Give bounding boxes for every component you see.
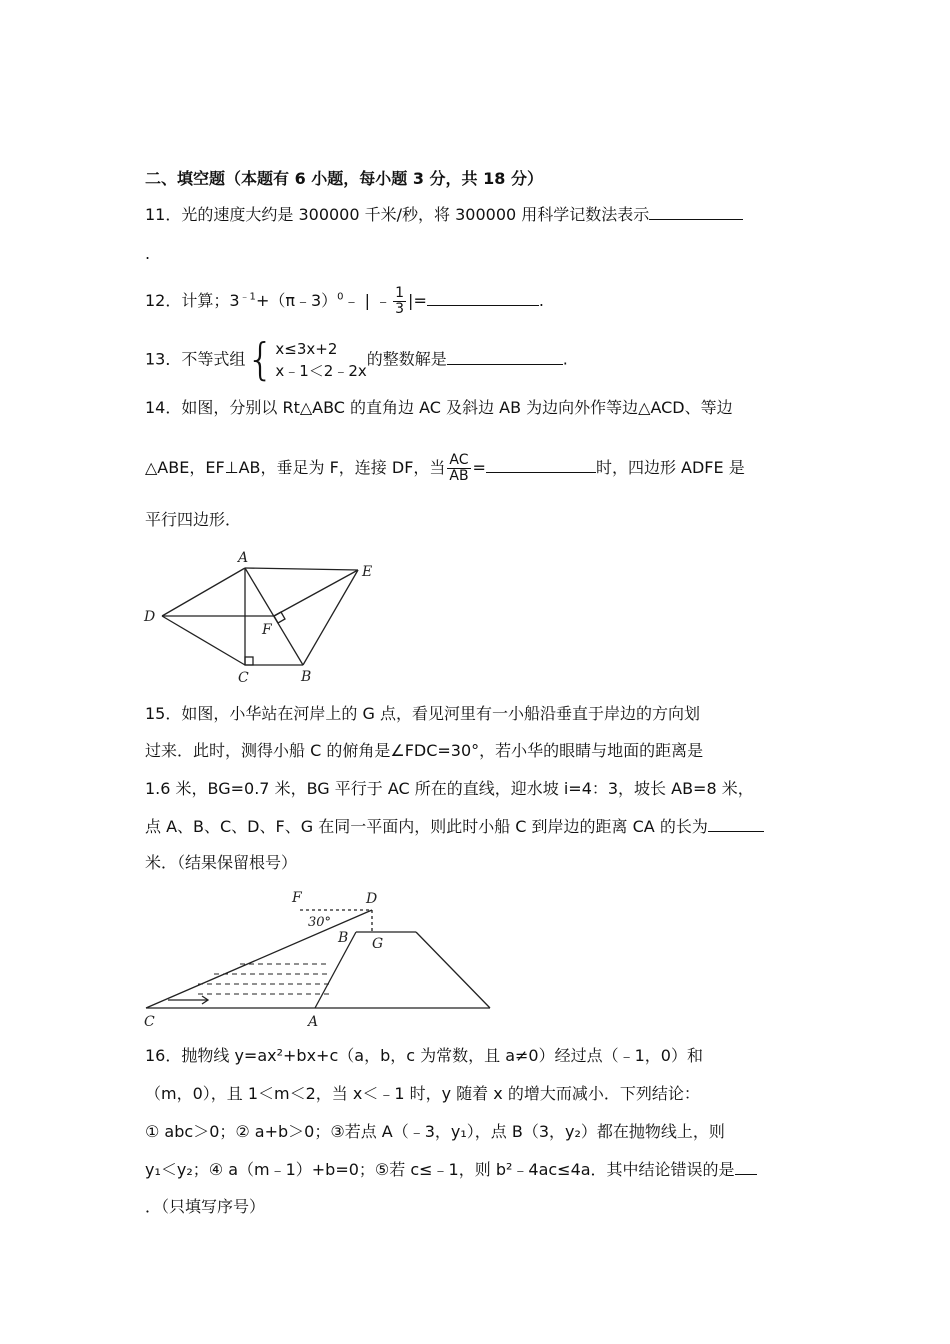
q15-answer-blank[interactable]: [708, 815, 764, 832]
q14-label-c: C: [238, 670, 249, 686]
question-16-line1: [145, 1045, 703, 1067]
q14-line3: 平行四边形．: [145, 510, 242, 529]
question-16-line4: [145, 1158, 757, 1181]
q14-frac-num: AC: [449, 452, 469, 468]
q13-prefix: 不等式组: [181, 349, 246, 369]
q11-number: 11．: [145, 205, 182, 224]
q12-number: 12．: [145, 291, 182, 310]
q12-mid: +（π﹣3）: [255, 291, 338, 310]
q13-ineq1: x≤3x+2: [275, 340, 338, 358]
q15-bank-right: [416, 932, 490, 1008]
q14-right-angle-c: [245, 657, 253, 665]
question-15-line1: [145, 703, 700, 725]
q14-segment-da: [162, 568, 245, 616]
q13-end: .: [562, 349, 568, 369]
q14-label-b: B: [301, 669, 312, 685]
q13-system: [275, 338, 366, 382]
question-11: [145, 203, 743, 226]
q11-tail: .: [145, 244, 151, 263]
question-13: [145, 334, 568, 385]
q14-segment-dc: [162, 616, 245, 665]
q15-number: 15．: [145, 704, 182, 723]
q15-line2: 过来．此时，测得小船 C 的俯角是∠FDC=30°，若小华的眼睛与地面的距离是: [145, 741, 704, 760]
q15-line3: 1.6 米，BG=0.7 米，BG 平行于 AC 所在的直线，迎水坡 i=4：3，坡长 AB=8 米，: [145, 779, 754, 798]
q16-line5: ．（只填写序号）: [145, 1197, 266, 1216]
q15-sight-line: [146, 910, 372, 1008]
q12-exponent-neg1: ﹣1: [239, 291, 256, 303]
q15-line5: 米．（结果保留根号）: [145, 853, 298, 872]
q14-segment-eb: [303, 570, 358, 665]
q13-answer-blank[interactable]: [447, 348, 563, 365]
q14-line1: 如图，分别以 Rt△ABC 的直角边 AC 及斜边 AB 为边向外作等边△ACD、等边: [181, 398, 733, 417]
q16-answer-blank[interactable]: [735, 1158, 757, 1175]
q13-brace: {: [246, 334, 275, 385]
question-14-line1: [145, 397, 733, 419]
q14-fraction: [447, 453, 470, 484]
q12-abs: ﹣ | ﹣: [343, 291, 392, 310]
q15-label-f: F: [292, 890, 302, 906]
q14-label-d: D: [144, 609, 156, 625]
q14-figure: [140, 548, 380, 688]
q15-label-angle: 30°: [308, 915, 332, 930]
q12-prefix: 计算；3: [181, 291, 240, 310]
q14-line2b: =: [472, 458, 486, 477]
q15-label-d: D: [366, 891, 378, 907]
q12-end: .: [538, 291, 544, 310]
question-12: [145, 286, 544, 317]
q15-label-a: A: [308, 1014, 319, 1030]
q15-label-b: B: [338, 930, 349, 946]
question-15-line4: [145, 815, 764, 838]
q16-line3: ① abc＞0；② a+b＞0；③若点 A（﹣3，y₁），点 B（3，y₂）都在抛物线上，则: [145, 1122, 725, 1141]
q12-frac-den: 3: [395, 301, 405, 317]
q15-slope-ab: [315, 932, 356, 1008]
q12-fraction: [393, 286, 406, 317]
q11-answer-blank[interactable]: [649, 203, 743, 220]
q16-line4: y₁＜y₂；④ a（m﹣1）+b=0；⑤若 c≤﹣1，则 b²﹣4ac≤4a．其中结论错误的是: [145, 1160, 735, 1179]
q13-number: 13．: [145, 349, 182, 369]
q14-label-a: A: [238, 550, 249, 566]
q14-label-f: F: [262, 622, 272, 638]
q14-label-e: E: [362, 564, 373, 580]
q16-line1: 抛物线 y=ax²+bx+c（a，b，c 为常数，且 a≠0）经过点（﹣1，0）和: [181, 1046, 703, 1065]
q12-frac-num: 1: [395, 285, 405, 301]
question-14-line2: [145, 453, 745, 484]
q12-suffix: |=: [408, 291, 427, 310]
q14-answer-blank[interactable]: [486, 456, 596, 473]
q15-line4: 点 A、B、C、D、F、G 在同一平面内，则此时小船 C 到岸边的距离 CA 的长为: [145, 817, 708, 836]
q15-label-c: C: [144, 1014, 155, 1030]
q12-answer-blank[interactable]: [427, 289, 539, 306]
q14-line2c: 时，四边形 ADFE 是: [595, 458, 745, 477]
q13-ineq2: x﹣1＜2﹣2x: [275, 362, 367, 380]
q13-suffix: 的整数解是: [366, 349, 447, 369]
section-title: 二、填空题（本题有 6 小题，每小题 3 分，共 18 分）: [145, 169, 543, 188]
q15-figure: [140, 886, 500, 1032]
q16-number: 16．: [145, 1046, 182, 1065]
q11-text: 光的速度大约是 300000 千米/秒，将 300000 用科学记数法表示: [181, 205, 650, 224]
q14-line2a: △ABE，EF⊥AB，垂足为 F，连接 DF，当: [145, 458, 446, 477]
q14-segment-ae: [245, 568, 358, 570]
q15-line1: 如图，小华站在河岸上的 G 点，看见河里有一小船沿垂直于岸边的方向划: [181, 704, 700, 723]
q12-exponent-zero: 0: [337, 291, 344, 303]
q16-line2: （m，0），且 1＜m＜2，当 x＜﹣1 时，y 随着 x 的增大而减小．下列结论：: [145, 1084, 700, 1103]
q14-frac-den: AB: [449, 468, 469, 484]
q14-number: 14．: [145, 398, 182, 417]
q15-label-g: G: [372, 936, 384, 952]
